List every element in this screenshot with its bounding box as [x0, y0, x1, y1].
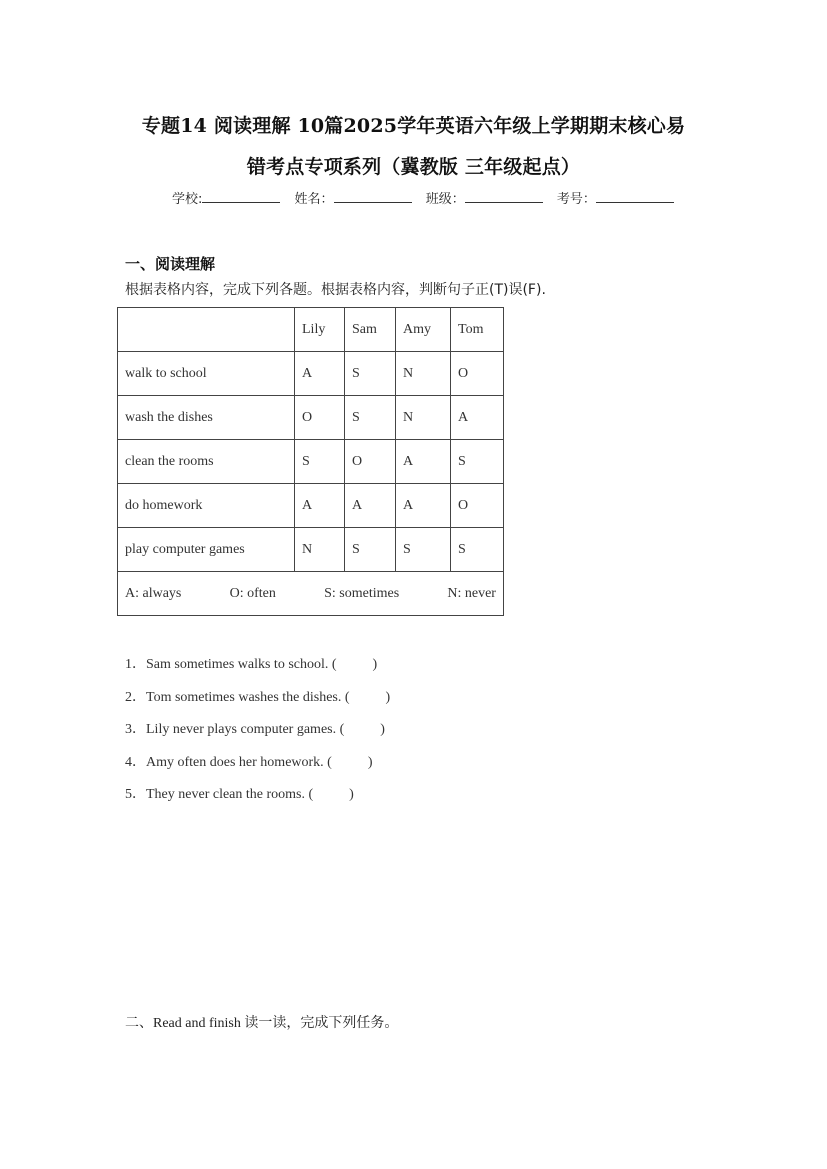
activity-cell: play computer games — [118, 528, 295, 572]
question-text: Lily never plays computer games. ( — [146, 722, 345, 737]
table-row — [118, 484, 504, 528]
frequency-cell: A — [345, 484, 396, 528]
frequency-cell: A — [396, 484, 451, 528]
question-item — [125, 783, 390, 816]
frequency-cell: N — [295, 528, 345, 572]
question-number: 4． — [125, 754, 146, 770]
document-title-line-2: 错考点专项系列（冀教版 三年级起点） — [246, 156, 581, 178]
table-legend-row — [118, 572, 504, 616]
activity-cell: wash the dishes — [118, 396, 295, 440]
table-header-cell — [118, 308, 295, 352]
frequency-cell: O — [451, 484, 504, 528]
school-field[interactable] — [172, 192, 284, 207]
question-close-paren: ) — [349, 787, 354, 802]
school-label: 学校: — [172, 192, 203, 207]
legend-often: O: often — [229, 585, 276, 601]
question-number: 2． — [125, 689, 146, 705]
table-row — [118, 440, 504, 484]
frequency-cell: A — [295, 484, 345, 528]
table-header-row — [118, 308, 504, 352]
class-field[interactable] — [426, 192, 547, 207]
question-number: 1． — [125, 657, 146, 672]
question-item — [125, 718, 390, 751]
frequency-cell: S — [345, 352, 396, 396]
question-item — [125, 686, 390, 719]
name-label: 姓名： — [294, 192, 334, 207]
frequency-cell: O — [451, 352, 504, 396]
frequency-cell: N — [396, 352, 451, 396]
frequency-cell: S — [451, 528, 504, 572]
section-2-heading: 二、Read and finish 读一读，完成下列任务。 — [125, 1016, 399, 1031]
question-text: Amy often does her homework. ( — [146, 754, 332, 770]
legend-cell — [118, 572, 504, 616]
section-1-heading: 一、阅读理解 — [125, 255, 216, 273]
table-row — [118, 528, 504, 572]
table-header-cell: Tom — [451, 308, 504, 352]
document-title-line-1: 专题14 阅读理解 10篇2025学年英语六年级上学期期末核心易 — [141, 115, 686, 137]
frequency-cell: O — [345, 440, 396, 484]
frequency-cell: S — [396, 528, 451, 572]
question-number: 5． — [125, 787, 146, 802]
activity-cell: walk to school — [118, 352, 295, 396]
activity-cell: clean the rooms — [118, 440, 295, 484]
question-text: Tom sometimes washes the dishes. ( — [146, 689, 350, 705]
activity-cell: do homework — [118, 484, 295, 528]
exam-number-label: 考号： — [556, 192, 596, 207]
exam-number-blank[interactable] — [596, 190, 674, 203]
legend-never: N: never — [447, 585, 496, 601]
frequency-cell: A — [451, 396, 504, 440]
exam-number-field[interactable] — [557, 192, 678, 207]
section-1-instructions: 根据表格内容，完成下列各题。根据表格内容，判断句子正(T)误(F). — [125, 282, 546, 298]
question-item — [125, 751, 390, 784]
class-blank[interactable] — [465, 190, 543, 203]
question-close-paren: ) — [385, 689, 391, 705]
table-row — [118, 396, 504, 440]
frequency-cell: S — [295, 440, 345, 484]
table-header-cell: Sam — [345, 308, 396, 352]
frequency-cell: A — [396, 440, 451, 484]
question-text: Sam sometimes walks to school. ( — [146, 657, 337, 672]
frequency-table — [117, 307, 504, 616]
question-text: They never clean the rooms. ( — [146, 787, 314, 802]
question-close-paren: ) — [380, 722, 385, 737]
table-row — [118, 352, 504, 396]
legend-sometimes: S: sometimes — [324, 585, 400, 601]
question-number: 3． — [125, 722, 146, 737]
student-info-fields — [172, 188, 684, 207]
class-label: 班级： — [425, 192, 465, 207]
frequency-cell: A — [295, 352, 345, 396]
school-blank[interactable] — [202, 190, 280, 203]
question-list — [125, 653, 390, 816]
frequency-cell: S — [451, 440, 504, 484]
table-header-cell: Amy — [396, 308, 451, 352]
frequency-cell: S — [345, 528, 396, 572]
table-header-cell: Lily — [295, 308, 345, 352]
legend-always: A: always — [125, 585, 182, 601]
frequency-cell: N — [396, 396, 451, 440]
question-close-paren: ) — [367, 754, 373, 770]
name-blank[interactable] — [334, 190, 412, 203]
frequency-cell: O — [295, 396, 345, 440]
question-close-paren: ) — [372, 657, 378, 672]
frequency-cell: S — [345, 396, 396, 440]
question-item — [125, 653, 390, 686]
name-field[interactable] — [295, 192, 416, 207]
